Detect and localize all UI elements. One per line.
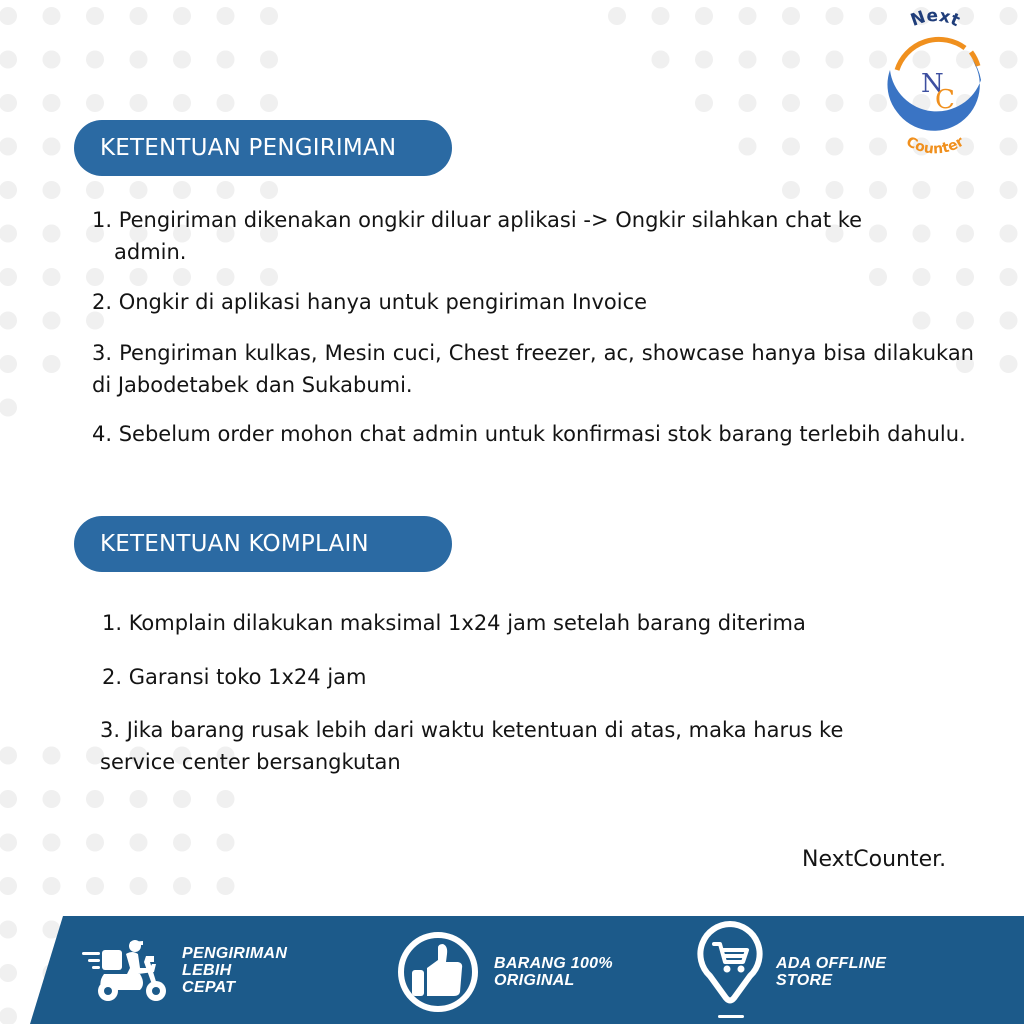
feature-fast-delivery: [182, 945, 287, 996]
signature: NextCounter.: [802, 847, 947, 872]
background-dot: [43, 834, 61, 852]
background-dot: [86, 94, 104, 112]
background-dot: [43, 225, 61, 243]
complaint-term-item: [100, 714, 960, 778]
background-dot: [43, 312, 61, 330]
background-dot: [0, 834, 17, 852]
background-dot: [173, 181, 191, 199]
background-dot: [956, 268, 974, 286]
background-dot: [173, 834, 191, 852]
background-dot: [130, 268, 148, 286]
complaint-term-item: 2. Garansi toko 1x24 jam: [102, 665, 367, 689]
shipping-term-1-line2: admin.: [114, 240, 187, 264]
background-dot: [217, 834, 235, 852]
feature-line: ORIGINAL: [494, 972, 575, 989]
background-dot: [652, 7, 670, 25]
feature-line: LEBIH: [182, 962, 232, 979]
svg-text:N: N: [921, 69, 944, 99]
shipping-term-item: 2. Ongkir di aplikasi hanya untuk pengiriman Invoice: [92, 290, 648, 314]
background-dot: [739, 51, 757, 69]
background-dot: [0, 225, 17, 243]
feature-line: CEPAT: [182, 979, 236, 996]
background-dot: [0, 790, 17, 808]
background-dot: [43, 268, 61, 286]
background-dot: [217, 51, 235, 69]
background-dot: [173, 94, 191, 112]
background-dot: [43, 790, 61, 808]
complaint-term-3-line1: 3. Jika barang rusak lebih dari waktu ketentuan di atas, maka harus ke: [100, 718, 844, 742]
background-dot: [0, 747, 17, 765]
background-dot: [826, 51, 844, 69]
feature-line: PENGIRIMAN: [182, 945, 288, 962]
shipping-term-1-line1: 1. Pengiriman dikenakan ongkir diluar aplikasi -> Ongkir silahkan chat ke: [92, 208, 863, 232]
background-dot: [782, 7, 800, 25]
background-dot: [130, 94, 148, 112]
background-dot: [86, 834, 104, 852]
background-dot: [1000, 51, 1018, 69]
background-dot: [43, 94, 61, 112]
delivery-scooter-icon: [80, 938, 170, 1004]
background-dot: [86, 51, 104, 69]
background-dot: [782, 138, 800, 156]
svg-text:C: C: [935, 85, 955, 115]
background-dot: [86, 877, 104, 895]
background-dot: [739, 94, 757, 112]
background-dot: [1000, 7, 1018, 25]
background-dot: [43, 877, 61, 895]
background-dot: [0, 51, 17, 69]
background-dot: [913, 181, 931, 199]
background-dot: [826, 7, 844, 25]
complaint-term-item: 1. Komplain dilakukan maksimal 1x24 jam setelah barang diterima: [102, 611, 806, 635]
background-dot: [173, 877, 191, 895]
background-dot: [0, 138, 17, 156]
background-dot: [217, 7, 235, 25]
background-dot: [173, 51, 191, 69]
background-dot: [695, 7, 713, 25]
feature-line: BARANG 100%: [494, 955, 613, 972]
background-dot: [260, 7, 278, 25]
background-dot: [130, 7, 148, 25]
background-dot: [217, 94, 235, 112]
background-dot: [0, 7, 17, 25]
background-dot: [869, 268, 887, 286]
background-dot: [43, 181, 61, 199]
background-dot: [260, 268, 278, 286]
background-dot: [217, 181, 235, 199]
store-location-cart-icon: [694, 920, 766, 1024]
background-dot: [1000, 94, 1018, 112]
background-dot: [0, 181, 17, 199]
background-dot: [1000, 268, 1018, 286]
background-dot: [260, 181, 278, 199]
svg-text:Next: Next: [908, 8, 963, 32]
background-dot: [782, 181, 800, 199]
background-dot: [130, 877, 148, 895]
feature-line: STORE: [776, 972, 833, 989]
shipping-term-item: [92, 204, 972, 268]
background-dot: [130, 834, 148, 852]
complaint-term-3-line2: service center bersangkutan: [100, 750, 401, 774]
background-dot: [913, 268, 931, 286]
shipping-term-item: 4. Sebelum order mohon chat admin untuk konfirmasi stok barang terlebih dahulu.: [92, 422, 966, 446]
background-dot: [260, 94, 278, 112]
background-dot: [43, 138, 61, 156]
background-dot: [1000, 355, 1018, 373]
background-dot: [826, 138, 844, 156]
background-dot: [86, 268, 104, 286]
background-dot: [695, 94, 713, 112]
background-dot: [0, 94, 17, 112]
shipping-terms-title: KETENTUAN PENGIRIMAN: [100, 135, 397, 161]
background-dot: [1000, 181, 1018, 199]
background-dot: [86, 790, 104, 808]
background-dot: [739, 7, 757, 25]
background-dot: [608, 7, 626, 25]
background-dot: [782, 51, 800, 69]
background-dot: [0, 268, 17, 286]
background-dot: [173, 790, 191, 808]
background-dot: [43, 7, 61, 25]
background-dot: [43, 747, 61, 765]
shipping-term-item: 3. Pengiriman kulkas, Mesin cuci, Chest freezer, ac, showcase hanya bisa dilakukan di Jabodetabek dan Sukabumi.: [92, 341, 974, 397]
background-dot: [739, 138, 757, 156]
background-dot: [956, 181, 974, 199]
feature-offline-store: [776, 955, 886, 989]
complaint-terms-title: KETENTUAN KOMPLAIN: [100, 531, 369, 557]
next-counter-logo: [875, 8, 995, 158]
background-dot: [782, 94, 800, 112]
background-dot: [260, 51, 278, 69]
background-dot: [695, 51, 713, 69]
complaint-terms-heading: [74, 516, 452, 572]
background-dot: [130, 51, 148, 69]
background-dot: [217, 877, 235, 895]
background-dot: [130, 790, 148, 808]
background-dot: [0, 355, 17, 373]
background-dot: [217, 790, 235, 808]
feature-line: ADA OFFLINE: [776, 955, 887, 972]
background-dot: [0, 312, 17, 330]
background-dot: [1000, 312, 1018, 330]
background-dot: [86, 181, 104, 199]
background-dot: [43, 51, 61, 69]
background-dot: [0, 877, 17, 895]
background-dot: [173, 7, 191, 25]
background-dot: [826, 181, 844, 199]
svg-text:Counter: Counter: [903, 133, 967, 158]
shipping-terms-heading: [74, 120, 452, 176]
background-dot: [217, 268, 235, 286]
thumbs-up-icon: [396, 930, 480, 1014]
background-dot: [86, 7, 104, 25]
background-dot: [652, 51, 670, 69]
background-dot: [43, 355, 61, 373]
background-dot: [1000, 138, 1018, 156]
background-dot: [173, 268, 191, 286]
background-dot: [0, 399, 17, 417]
background-dot: [130, 181, 148, 199]
feature-original-goods: [494, 955, 613, 989]
background-dot: [869, 181, 887, 199]
background-dot: [826, 94, 844, 112]
background-dot: [1000, 225, 1018, 243]
